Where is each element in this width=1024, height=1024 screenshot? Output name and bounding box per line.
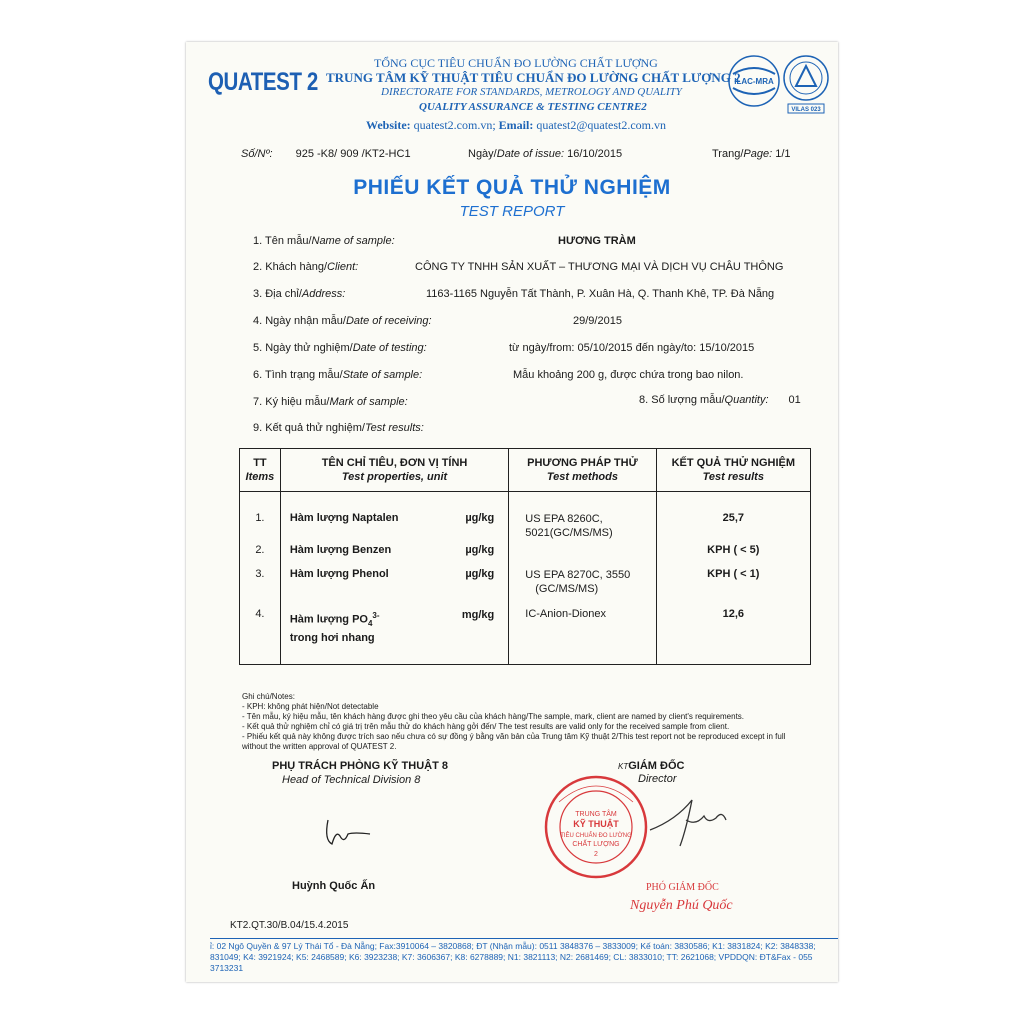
row-number: 4. [240,604,281,664]
website-link[interactable]: quatest2.com.vn; [413,118,496,132]
deputy-director-name: Nguyễn Phú Quốc [630,898,733,913]
left-signatory-subtitle: Head of Technical Division 8 [282,774,421,786]
field-date-testing-label: 5. Ngày thử nghiệm/Date of testing: [253,342,427,354]
row-property: Hàm lượng Naptalen µg/kg [280,492,508,541]
field-date-receiving-label: 4. Ngày nhận mẫu/Date of receiving: [253,315,432,327]
row-property: Hàm lượng Benzen µg/kg [280,540,508,564]
note-line: - Tên mẫu, ký hiệu mẫu, tên khách hàng được ghi theo yêu cầu của khách hàng/The sample, mark, client are named by client's requirements. [242,712,745,721]
website-label: Website: [366,118,411,132]
row-result: KPH ( < 1) [656,564,810,604]
svg-text:KỸ THUẬT: KỸ THUẬT [573,819,619,829]
field-address-label: 3. Địa chỉ/Address: [253,288,346,300]
official-stamp-icon [541,772,651,882]
header-methods: PHƯƠNG PHÁP THỬ Test methods [509,449,656,492]
table-header-row [240,449,811,492]
email-label: Email: [498,118,534,132]
email-link[interactable]: quatest2@quatest2.com.vn [536,118,667,132]
page-number-label: Trang/ [712,148,744,160]
note-line: - KPH: không phát hiện/Not detectable [242,702,379,711]
row-number: 1. [240,492,281,541]
svg-text:TIÊU CHUẨN ĐO LƯỜNG: TIÊU CHUẨN ĐO LƯỜNG [560,833,632,839]
vilas-logo-icon [782,54,830,114]
field-date-testing-value: từ ngày/from: 05/10/2015 đến ngày/to: 15/10/2015 [509,342,755,354]
page-number [712,148,791,160]
test-report-document [186,42,838,982]
report-number [241,148,411,160]
vilas-logo-text: VILAS 023 [791,107,821,113]
row-number: 2. [240,540,281,564]
results-table [239,448,811,665]
field-client-label: 2. Khách hàng/Client: [253,261,359,273]
header-line-1: TỔNG CỤC TIÊU CHUẨN ĐO LƯỜNG CHẤT LƯỢNG [374,56,658,70]
form-code: KT2.QT.30/B.04/15.4.2015 [230,920,349,931]
row-result: 12,6 [656,604,810,664]
report-number-label: Số/ [241,148,258,160]
table-row [240,540,811,564]
issue-date [468,148,622,160]
field-date-receiving-value: 29/9/2015 [573,315,622,327]
page-number-label-en: Page: [743,148,773,160]
row-property: Hàm lượng Phenol µg/kg [280,564,508,604]
right-signatory-title: KTGIÁM ĐỐC [618,760,685,772]
field-quantity: 8. Số lượng mẫu/Quantity: 01 [639,394,801,406]
header-results: KẾT QUẢ THỬ NGHIỆM Test results [656,449,810,492]
field-state-value: Mẫu khoảng 200 g, được chứa trong bao nilon. [513,369,744,381]
table-row [240,492,811,541]
header-items: TT Items [240,449,281,492]
document-title: PHIẾU KẾT QUẢ THỬ NGHIỆM [353,176,671,199]
left-signatory-name: Huỳnh Quốc Ấn [292,880,376,892]
note-line: - Phiếu kết quả này không được trích sao nếu chưa có sự đồng ý bằng văn bản của Trung tâm Kỹ thuật 2/This test report not be reproduced except in full without the written approval of QUATEST 2. [242,732,786,751]
row-result: 25,7 [656,492,810,541]
row-property: Hàm lượng $PO_4^{3-}$ mg/kg trong hơi nhang [280,604,508,664]
header-line-4: QUALITY ASSURANCE & TESTING CENTRE2 [419,101,647,113]
left-signatory-title: PHỤ TRÁCH PHÒNG KỸ THUẬT 8 [272,760,449,772]
page-number-value: 1/1 [775,148,791,160]
row-method: US EPA 8270C, 3550 (GC/MS/MS) [509,564,656,604]
header-properties: TÊN CHỈ TIÊU, ĐƠN VỊ TÍNH Test properties, unit [280,449,508,492]
svg-text:TRUNG TÂM: TRUNG TÂM [575,811,617,818]
field-address-value: 1163-1165 Nguyễn Tất Thành, P. Xuân Hà, Q. Thanh Khê, TP. Đà Nẵng [426,288,775,300]
header-contact [366,118,666,133]
right-signature-icon [646,790,736,850]
table-row [240,604,811,664]
table-row [240,564,811,604]
field-sample-name-label: 1. Tên mẫu/Name of sample: [253,235,395,247]
row-number: 3. [240,564,281,604]
issue-date-label: Ngày/ [468,148,497,160]
row-method [509,540,656,564]
left-signature-icon [318,810,378,850]
field-mark-label: 7. Ký hiệu mẫu/Mark of sample: [253,396,408,408]
deputy-director-label: PHÓ GIÁM ĐỐC [646,882,719,893]
document-subtitle: TEST REPORT [459,203,565,220]
row-method: IC-Anion-Dionex [509,604,656,664]
field-results-label: 9. Kết quả thử nghiệm/Test results: [253,422,424,434]
brand-logo-text: QUATEST 2 [208,68,318,96]
header-line-3: DIRECTORATE FOR STANDARDS, METROLOGY AND QUALITY [381,86,682,98]
svg-text:2: 2 [594,851,598,858]
issue-date-label-en: Date of issue: [496,148,565,160]
row-result: KPH ( < 5) [656,540,810,564]
footer-contacts: ỉ: 02 Ngô Quyền & 97 Lý Thái Tổ - Đà Nẵng; Fax:3910064 – 3820868; ĐT (Nhận mẫu): 0511 3848376 – 3833009; Kế toán: 3830586; K1: 3831824; K2: 3848338; 831049; K4: 3921924; K5: 2468589; K6: 3923238; K7: 3606367; K8: 6278889; N1: 3821113; N2: 2681469; CL: 3833010; TT: 2621068; VPDDQN: ĐT&Fax - 055 3713231 [210,938,838,974]
header-line-2: TRUNG TÂM KỸ THUẬT TIÊU CHUẨN ĐO LƯỜNG CHẤT LƯỢNG 2 [326,70,741,85]
ilac-mra-logo-icon [727,54,781,108]
field-client-value: CÔNG TY TNHH SẢN XUẤT – THƯƠNG MẠI VÀ DỊCH VỤ CHÂU THÔNG [415,261,784,273]
note-line: - Kết quả thử nghiệm chỉ có giá trị trên mẫu thử do khách hàng gởi đến/ The test results are valid only for the received sample from client. [242,722,730,731]
field-state-label: 6. Tình trạng mẫu/State of sample: [253,369,423,381]
report-number-label-en: Nº: [257,148,273,160]
issue-date-value: 16/10/2015 [567,148,623,160]
report-number-value: 925 -K8/ 909 /KT2-HC1 [295,148,411,160]
notes-section [242,692,812,752]
ilac-mra-logo-text: ILAC-MRA [734,77,774,86]
svg-text:CHẤT LƯỢNG: CHẤT LƯỢNG [572,841,620,848]
field-sample-name-value: HƯƠNG TRÀM [558,235,636,247]
notes-title: Ghi chú/Notes: [242,692,295,701]
row-method: US EPA 8260C, 5021(GC/MS/MS) [509,492,656,541]
right-signatory-subtitle: Director [638,773,677,785]
